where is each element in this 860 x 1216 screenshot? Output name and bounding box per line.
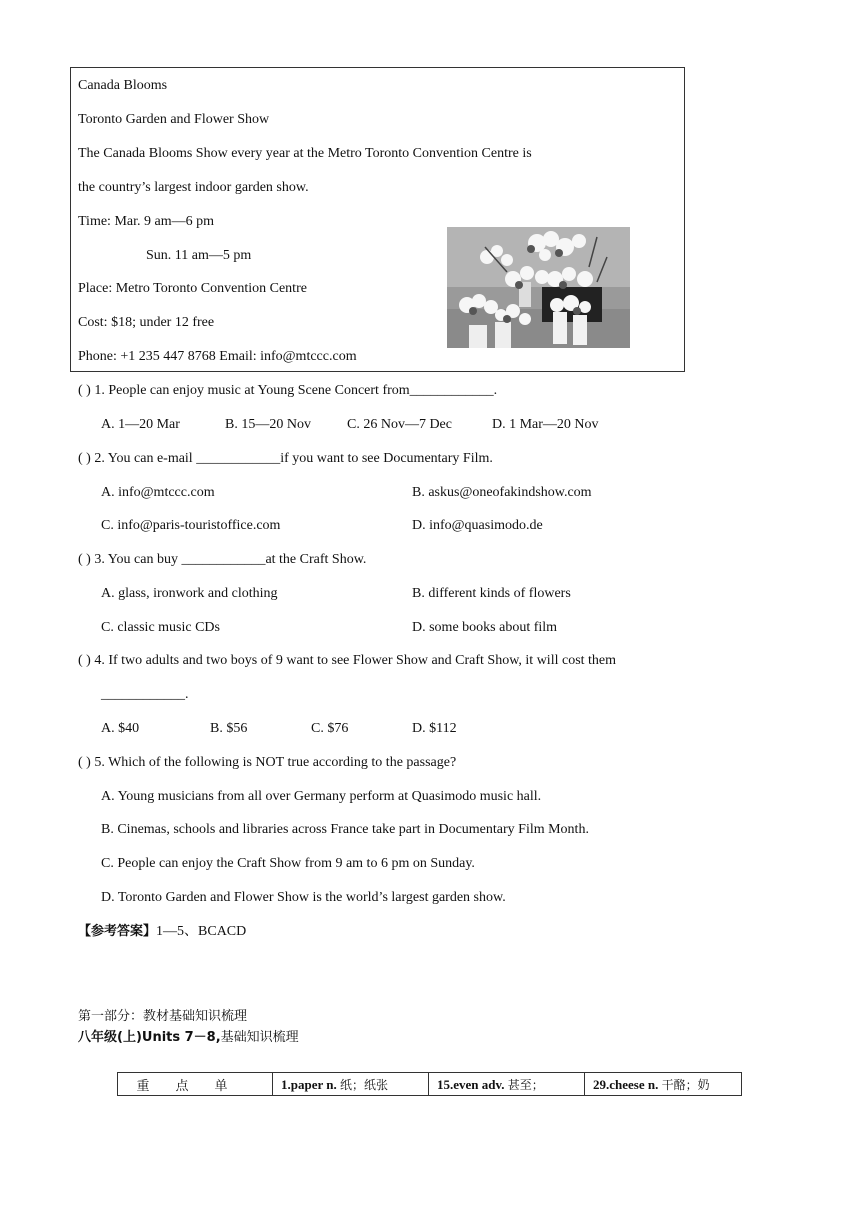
flower-show-photo <box>447 227 630 348</box>
notice-description-line1: The Canada Blooms Show every year at the Metro Toronto Convention Centre is <box>78 146 532 161</box>
grade-units-bold: 八年级(上)Units 7－8, <box>78 1030 221 1045</box>
question-2-option-b: B. askus@oneofakindshow.com <box>412 485 592 500</box>
question-4-stem: ( ) 4. If two adults and two boys of 9 want to see Flower Show and Craft Show, it will cost them <box>78 653 617 668</box>
table-header-cell: 重点单 <box>118 1073 273 1096</box>
notice-subtitle: Toronto Garden and Flower Show <box>78 112 270 127</box>
answer-key <box>78 923 246 941</box>
question-2-stem: ( ) 2. You can e-mail ____________if you want to see Documentary Film. <box>78 451 493 466</box>
question-3-option-c: C. classic music CDs <box>101 620 220 635</box>
notice-cost: Cost: $18; under 12 free <box>78 315 215 330</box>
table-row <box>118 1073 742 1096</box>
question-2-option-c: C. info@paris-touristoffice.com <box>101 518 281 533</box>
vocab-meaning: 干酪；奶 <box>661 1077 710 1092</box>
grade-units-rest: 基础知识梳理 <box>220 1030 299 1045</box>
notice-place: Place: Metro Toronto Convention Centre <box>78 281 307 296</box>
question-4-option-d: D. $112 <box>412 721 457 736</box>
notice-description-line2: the country’s largest indoor garden show. <box>78 180 309 195</box>
question-5-option-b: B. Cinemas, schools and libraries across France take part in Documentary Film Month. <box>101 822 589 837</box>
question-1-option-b: B. 15—20 Nov <box>225 417 311 432</box>
vocab-meaning: 纸；纸张 <box>340 1077 389 1092</box>
answer-value: 1—5、BCACD <box>156 924 247 939</box>
question-2-option-a: A. info@mtccc.com <box>101 485 215 500</box>
question-4-stem-continued: ____________. <box>101 687 189 702</box>
vocab-word: 15.even adv. <box>437 1076 505 1092</box>
question-5-stem: ( ) 5. Which of the following is NOT true according to the passage? <box>78 755 457 770</box>
question-4-option-b: B. $56 <box>210 721 248 736</box>
vocab-word: 1.paper n. <box>281 1076 337 1092</box>
notice-time-sunday: Sun. 11 am—5 pm <box>146 248 252 263</box>
question-1-option-d: D. 1 Mar—20 Nov <box>492 417 599 432</box>
key-vocabulary-table <box>117 1072 742 1096</box>
vocab-cell-1 <box>273 1073 429 1096</box>
vocab-cell-15 <box>429 1073 585 1096</box>
question-4-option-c: C. $76 <box>311 721 349 736</box>
vocab-word: 29.cheese n. <box>593 1076 659 1092</box>
vocab-meaning: 甚至； <box>507 1077 544 1092</box>
question-4-option-a: A. $40 <box>101 721 140 736</box>
question-5-option-d: D. Toronto Garden and Flower Show is the world’s largest garden show. <box>101 890 506 905</box>
question-5-option-c: C. People can enjoy the Craft Show from 9 am to 6 pm on Sunday. <box>101 856 475 871</box>
question-3-option-d: D. some books about film <box>412 620 558 635</box>
section-part-heading: 第一部分：教材基础知识梳理 <box>78 1009 248 1024</box>
vocab-cell-29 <box>585 1073 742 1096</box>
notice-phone-email: Phone: +1 235 447 8768 Email: info@mtccc.com <box>78 349 357 364</box>
question-1-option-c: C. 26 Nov—7 Dec <box>347 417 452 432</box>
notice-title: Canada Blooms <box>78 78 168 93</box>
question-5-option-a: A. Young musicians from all over Germany perform at Quasimodo music hall. <box>101 789 542 804</box>
answer-label: 【参考答案】 <box>78 924 157 939</box>
question-2-option-d: D. info@quasimodo.de <box>412 518 543 533</box>
section-grade-heading <box>78 1029 299 1047</box>
question-3-option-a: A. glass, ironwork and clothing <box>101 586 278 601</box>
question-1-option-a: A. 1—20 Mar <box>101 417 180 432</box>
question-1-stem: ( ) 1. People can enjoy music at Young Scene Concert from____________. <box>78 383 498 398</box>
question-3-option-b: B. different kinds of flowers <box>412 586 571 601</box>
notice-time-weekday: Time: Mar. 9 am—6 pm <box>78 214 214 229</box>
question-3-stem: ( ) 3. You can buy ____________at the Craft Show. <box>78 552 367 567</box>
